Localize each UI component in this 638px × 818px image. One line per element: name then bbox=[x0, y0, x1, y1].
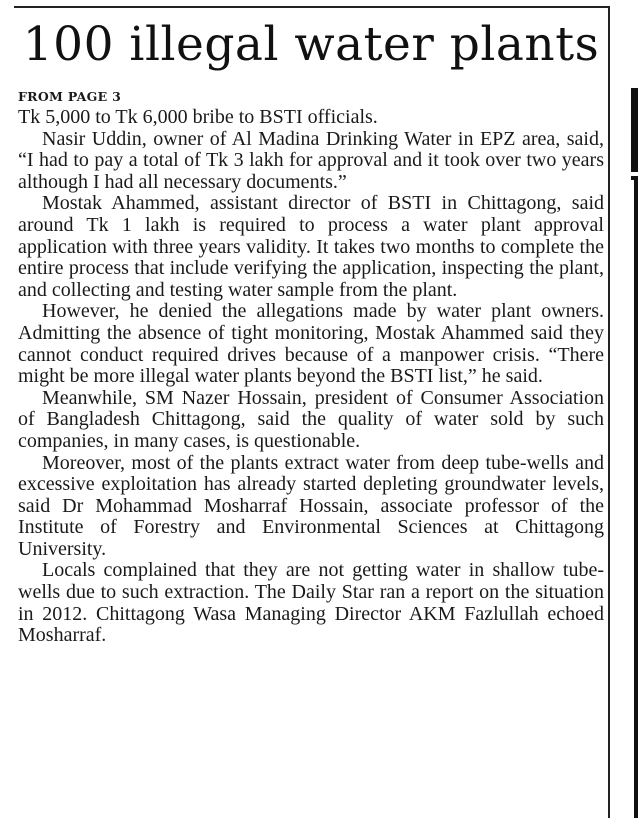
column-divider bbox=[608, 6, 610, 818]
adjacent-column-edge bbox=[631, 88, 638, 172]
paragraph: Locals complained that they are not getting water in shallow tube-wells due to such extraction. The Daily Star ran a report on the situation in 2012. Chittagong Wasa Managing Director AKM Fazlullah echoed Mosharraf. bbox=[18, 559, 604, 647]
article-body bbox=[18, 107, 604, 647]
paragraph: However, he denied the allegations made by water plant owners. Admitting the absence of tight monitoring, Mostak Ahammed said they cannot conduct required drives because of a manpower crisis. “There might be more illegal water plants beyond the BSTI list,” he said. bbox=[18, 300, 604, 388]
paragraph: Meanwhile, SM Nazer Hossain, president of Consumer Association of Bangladesh Chittagong, said the quality of water sold by such companies, in many cases, is questionable. bbox=[18, 386, 604, 452]
continued-from-label: FROM PAGE 3 bbox=[18, 89, 122, 104]
paragraph: Moreover, most of the plants extract water from deep tube-wells and excessive exploitation has already started depleting groundwater levels, said Dr Mohammad Mosharraf Hossain, associate professor of the Institute of Forestry and Environmental Sciences at Chittagong University. bbox=[18, 451, 604, 560]
article bbox=[18, 9, 604, 647]
paragraph: Mostak Ahammed, assistant director of BSTI in Chittagong, said around Tk 1 lakh is required to process a water plant approval application with three years validity. It takes two months to complete the entire process that include verifying the application, inspecting the plant, and collecting and testing water sample from the plant. bbox=[18, 192, 604, 301]
paragraph: Nasir Uddin, owner of Al Madina Drinking Water in EPZ area, said, “I had to pay a total of Tk 3 lakh for approval and it took over two years although I had all necessary documents.” bbox=[18, 127, 604, 193]
headline: 100 illegal water plants bbox=[22, 17, 600, 72]
adjacent-column-edge bbox=[631, 176, 638, 818]
paragraph: Tk 5,000 to Tk 6,000 bribe to BSTI officials. bbox=[18, 106, 378, 128]
top-rule bbox=[14, 6, 609, 8]
